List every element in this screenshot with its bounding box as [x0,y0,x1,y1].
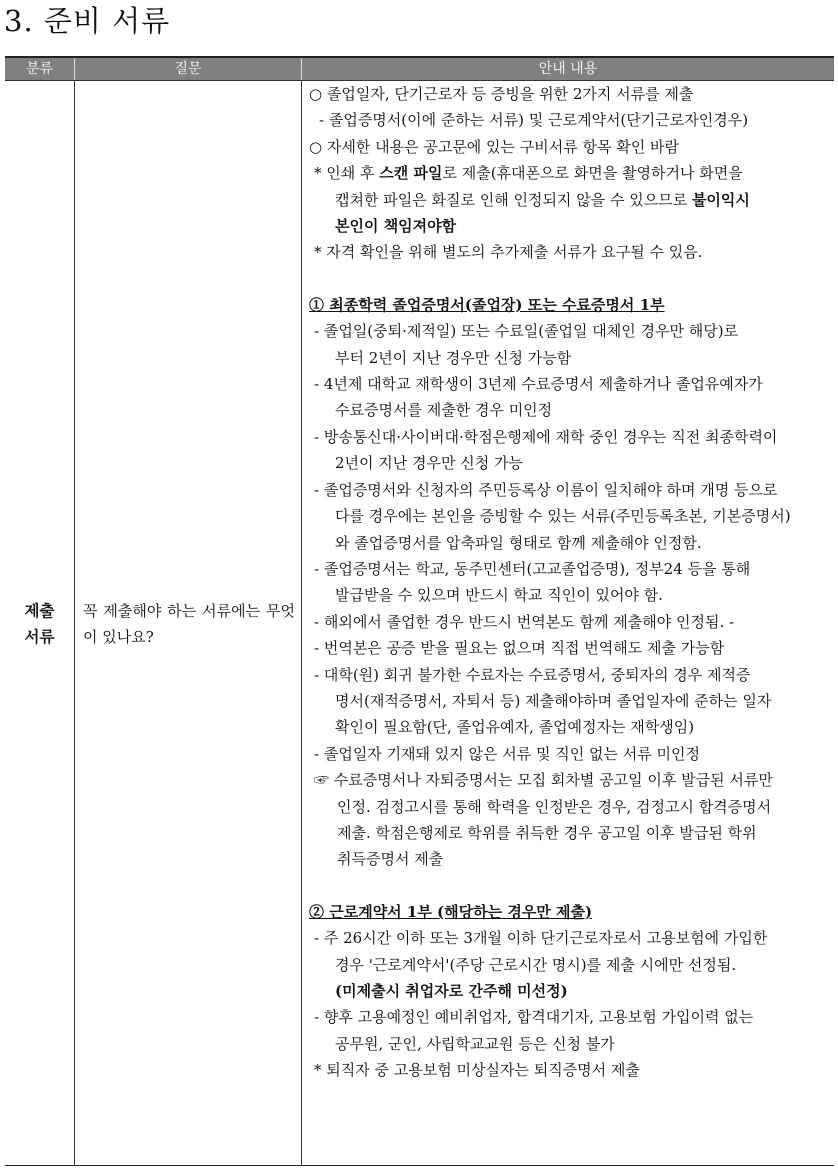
page-heading: 3. 준비 서류 [4,4,171,38]
scan-note: * 인쇄 후 스캔 파일로 제출(휴대폰으로 화면을 촬영하거나 화면을 [314,164,743,183]
header-category: 분류 [5,58,75,80]
list-item: - 대학(원) 회귀 불가한 수료자는 수료증명서, 중퇴자의 경우 제적증 [314,665,751,684]
category-line1: 제출 [24,600,55,620]
table-header [5,58,834,81]
list-item: 2년이 지난 경우만 신청 가능 [335,454,524,473]
list-item: 수료증명서를 제출한 경우 미인정 [335,401,553,420]
list-item: 명서(재적증명서, 자퇴서 등) 제출해야하며 졸업일자에 준하는 일자 [335,691,772,710]
list-item: - 졸업일자 기재돼 있지 않은 서류 및 직인 없는 서류 미인정 [314,744,701,763]
list-item: 취득증명서 제출 [337,850,444,869]
list-item: - 번역본은 공증 받을 필요는 없으며 직접 번역해도 제출 가능함 [314,639,725,658]
list-item: 발급받을 수 있으며 반드시 학교 직인이 있어야 함. [335,586,663,605]
list-item: - 향후 고용예정인 예비취업자, 합격대기자, 고용보험 가입이력 없는 [314,1008,754,1027]
scan-note-cont: 캡쳐한 파일은 화질로 인해 인정되지 않을 수 있으므로 불이익시 [335,190,750,209]
list-item: - 졸업증명서와 신청자의 주민등록상 이름이 일치해야 하며 개명 등으로 [314,480,778,499]
table-row [5,81,834,1166]
list-item: - 주 26시간 이하 또는 3개월 이하 단기근로자로서 고용보험에 가입한 [314,929,768,948]
header-guide: 안내 내용 [538,61,598,77]
list-item: 제출. 학점은행제로 학위를 취득한 경우 공고일 이후 발급된 학위 [337,823,757,842]
list-item: 와 졸업증명서를 압축파일 형태로 함께 제출해야 인정함. [335,533,702,552]
list-item: - 졸업증명서는 학교, 동주민센터(고교졸업증명), 정부24 등을 통해 [314,559,751,578]
scan-note-cont: 본인이 책임져야함 [335,217,457,236]
list-item: - 해외에서 졸업한 경우 반드시 번역본도 함께 제출해야 인정됨. - [314,612,735,631]
intro-line: - 졸업증명서(이에 준하는 서류) 및 근로계약서(단기근로자인경우) [319,111,749,130]
list-item: 경우 '근로계약서'(주당 근로시간 명시)를 제출 시에만 선정됨. [335,955,737,974]
list-item: 부터 2년이 지난 경우만 신청 가능함 [335,348,572,367]
extra-note: * 자격 확인을 위해 별도의 추가제출 서류가 요구될 수 있음. [314,243,703,262]
list-item: ☞ 수료증명서나 자퇴증명서는 모집 회차별 공고일 이후 발급된 서류만 [314,771,773,790]
section2-title: ② 근로계약서 1부 (해당하는 경우만 제출) [309,902,593,921]
list-item: 확인이 필요함(단, 졸업유예자, 졸업예정자는 재학생임) [335,718,695,737]
header-question: 질문 [75,58,302,80]
list-item: - 졸업일(중퇴·제적일) 또는 수료일(졸업일 대체인 경우만 해당)로 [314,322,739,341]
list-item: 인정. 검정고시를 통해 학력을 인정받은 경우, 검정고시 합격증명서 [337,797,772,816]
list-item: * 퇴직자 중 고용보험 미상실자는 퇴직증명서 제출 [314,1061,640,1080]
category-cell [5,81,75,1166]
list-item: 공무원, 군인, 사립학교교원 등은 신청 불가 [335,1034,615,1053]
list-item: 다를 경우에는 본인을 증빙할 수 있는 서류(주민등록초본, 기본증명서) [335,507,791,526]
list-item: (미제출시 취업자로 간주해 미선정) [335,982,568,1000]
list-item: - 4년제 대학교 재학생이 3년제 수료증명서 제출하거나 졸업유예자가 [314,375,763,394]
intro-line: ○ 자세한 내용은 공고문에 있는 구비서류 항목 확인 바람 [309,137,680,156]
question-cell [75,81,302,1166]
list-item: - 방송통신대·사이버대·학점은행제에 재학 중인 경우는 직전 최종학력이 [314,427,778,446]
category-line2: 서류 [24,626,55,646]
guide-cell [302,81,834,1166]
question-text: 꼭 제출해야 하는 서류에는 무엇이 있나요? [83,601,295,646]
section1-title: ① 최종학력 졸업증명서(졸업장) 또는 수료증명서 1부 [309,295,665,314]
intro-line: ○ 졸업일자, 단기근로자 등 증빙을 위한 2가지 서류를 제출 [309,85,694,103]
documents-table [5,56,834,1166]
